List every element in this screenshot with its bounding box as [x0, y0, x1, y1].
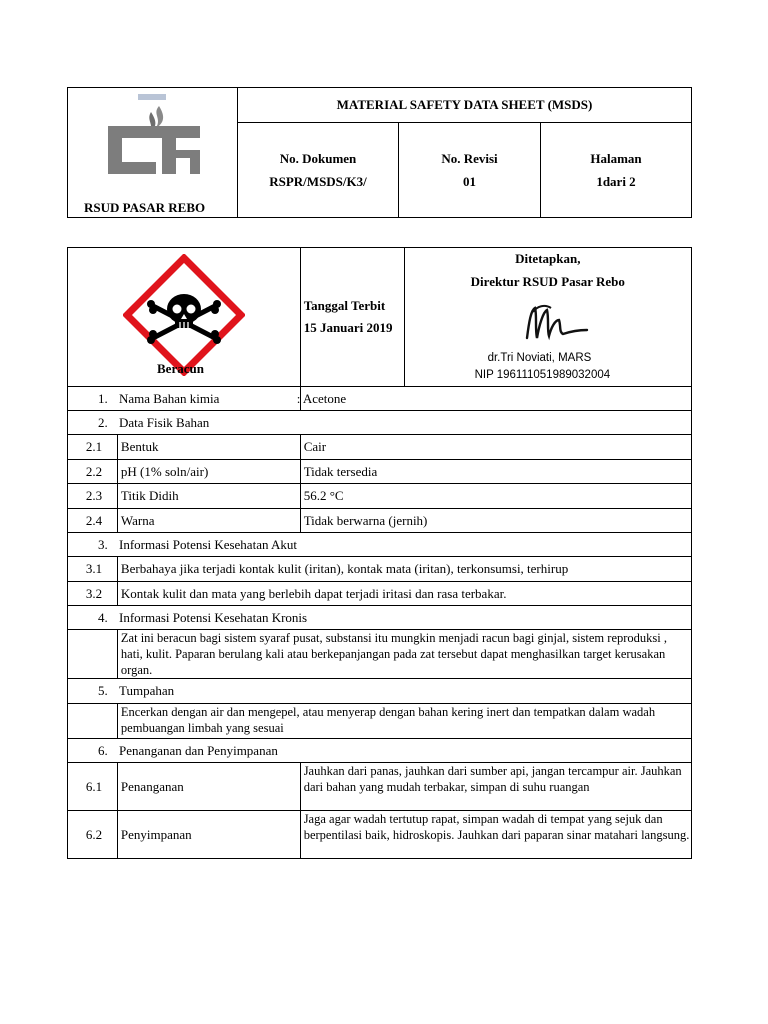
row-text: Berbahaya jika terjadi kontak kulit (iritan), kontak mata (iritan), terkonsumsi, terhirup — [117, 557, 691, 582]
doc-number-cell — [238, 123, 399, 218]
approval-director-label: Direktur RSUD Pasar Rebo — [470, 274, 625, 289]
row-number: 6.1 — [68, 763, 118, 811]
section-5-title: Tumpahan — [119, 683, 175, 698]
section-6-heading — [68, 739, 692, 763]
section-4-heading — [68, 606, 692, 630]
row-label: Bentuk — [117, 435, 300, 460]
issue-date-cell — [300, 248, 404, 387]
approval-set-label: Ditetapkan, — [515, 251, 581, 266]
msds-table — [67, 247, 692, 859]
row-number: 3.1 — [68, 557, 118, 582]
hazard-label: Beracun — [157, 361, 204, 376]
document-title: MATERIAL SAFETY DATA SHEET (MSDS) — [238, 88, 692, 123]
row-number: 2.2 — [68, 460, 118, 484]
table-row — [68, 763, 692, 811]
row-value: Tidak berwarna (jernih) — [300, 509, 691, 533]
section-1-value-text: : Acetone — [296, 390, 347, 406]
doc-number-label: No. Dokumen — [279, 151, 357, 166]
row-label: Titik Didih — [117, 484, 300, 509]
section-3-title: Informasi Potensi Kesehatan Akut — [119, 536, 297, 552]
table-row — [68, 811, 692, 859]
section-1-cell — [68, 387, 301, 411]
spacer-cell — [68, 704, 118, 739]
issue-date-value: 15 Januari 2019 — [303, 320, 393, 335]
row-number: 6.2 — [68, 811, 118, 859]
section-1-number: 1. — [98, 390, 108, 406]
document-header — [67, 87, 692, 218]
section-3-number: 3. — [98, 536, 108, 552]
spacer-cell — [68, 630, 118, 679]
logo-cell — [68, 88, 238, 218]
issue-date-label: Tanggal Terbit — [303, 298, 386, 313]
row-label: Penanganan — [117, 763, 300, 811]
hazard-cell — [68, 248, 301, 387]
row-value: Jauhkan dari panas, jauhkan dari sumber api, jangan tercampur air. Jauhkan dari bahan yang mudah terbakar, simpan di suhu ruangan — [300, 763, 691, 811]
institution-name: RSUD PASAR REBO — [84, 200, 206, 215]
revision-label: No. Revisi — [441, 151, 498, 166]
section-2-heading — [68, 411, 692, 435]
row-value: 56.2 °C — [300, 484, 691, 509]
approval-cell — [404, 248, 691, 387]
hospital-logo — [104, 92, 204, 182]
row-label: Warna — [117, 509, 300, 533]
section-5-number: 5. — [98, 683, 108, 698]
table-row — [68, 484, 692, 509]
table-row — [68, 582, 692, 606]
skull-crossbones-icon — [123, 254, 245, 376]
revision-cell — [399, 123, 541, 218]
row-number: 2.3 — [68, 484, 118, 509]
table-row — [68, 435, 692, 460]
section-4-title: Informasi Potensi Kesehatan Kronis — [119, 609, 308, 625]
section-5-heading — [68, 679, 692, 704]
section-4-text: Zat ini beracun bagi sistem syaraf pusat, substansi itu mungkin menjadi racun bagi ginjal, sistem reproduksi , hati, kulit. Paparan berulang kali atau berkepanjangan pada zat tersebut dapat menghasilkan target kerusakan organ. — [117, 630, 691, 679]
section-2-title: Data Fisik Bahan — [119, 414, 210, 430]
section-1-value — [296, 387, 691, 411]
row-number: 3.2 — [68, 582, 118, 606]
row-number: 2.1 — [68, 435, 118, 460]
page-cell — [541, 123, 692, 218]
signature — [515, 300, 605, 346]
row-value: Tidak tersedia — [300, 460, 691, 484]
section-1-row — [68, 387, 692, 411]
row-label: pH (1% soln/air) — [117, 460, 300, 484]
revision-value: 01 — [463, 174, 476, 189]
row-text: Kontak kulit dan mata yang berlebih dapat terjadi iritasi dan rasa terbakar. — [117, 582, 691, 606]
signer-name: dr.Tri Noviati, MARS — [487, 352, 592, 364]
row-value: Jaga agar wadah tertutup rapat, simpan wadah di tempat yang sejuk dan berpentilasi baik, hidroskopis. Jauhkan dari paparan sinar matahari langsung. — [300, 811, 691, 859]
section-1-label: Nama Bahan kimia — [119, 390, 220, 406]
signer-nip: NIP 196111051989032004 — [474, 369, 611, 381]
doc-number-value: RSPR/MSDS/K3/ — [269, 174, 367, 189]
section-6-title: Penanganan dan Penyimpanan — [119, 742, 278, 758]
row-value: Cair — [300, 435, 691, 460]
row-label: Penyimpanan — [117, 811, 300, 859]
section-6-number: 6. — [98, 742, 108, 758]
page-value: 1dari 2 — [596, 174, 636, 189]
section-5-text: Encerkan dengan air dan mengepel, atau menyerap dengan bahan kering inert dan tempatkan dalam wadah pembuangan limbah yang sesuai — [117, 704, 691, 739]
table-row — [68, 509, 692, 533]
page-label: Halaman — [590, 151, 642, 166]
section-2-number: 2. — [98, 414, 108, 430]
table-row — [68, 557, 692, 582]
row-number: 2.4 — [68, 509, 118, 533]
section-3-heading — [68, 533, 692, 557]
section-4-number: 4. — [98, 609, 108, 625]
table-row — [68, 460, 692, 484]
